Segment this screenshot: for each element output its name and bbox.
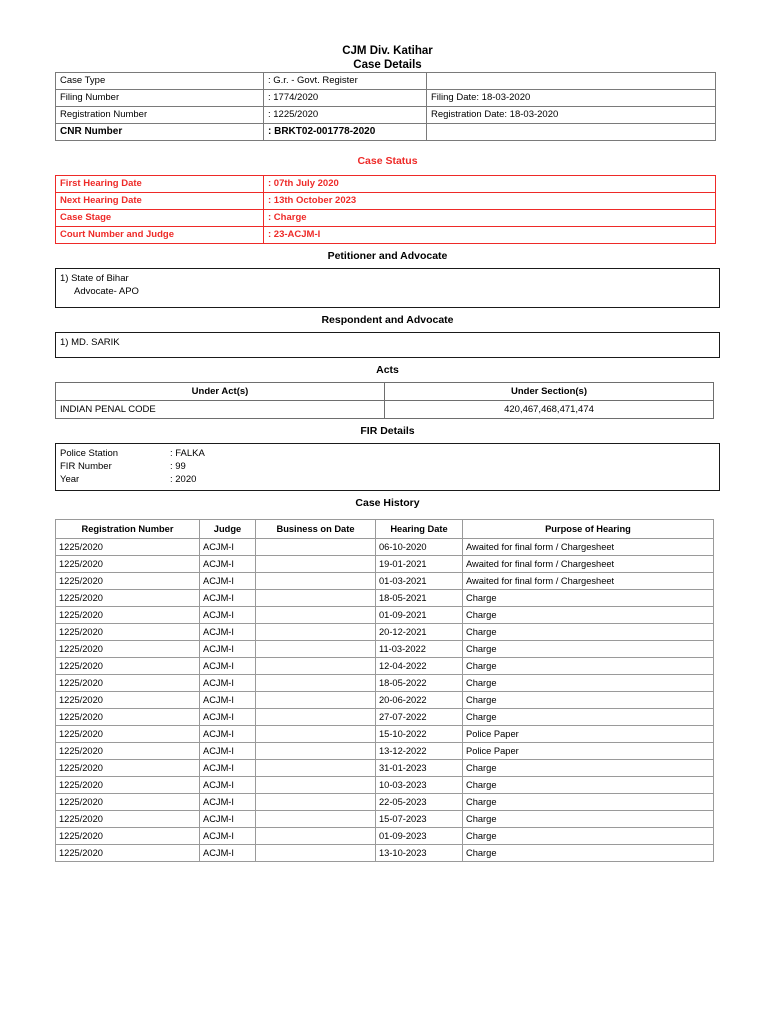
case-status-value: : 23-ACJM-I bbox=[264, 227, 716, 244]
history-hearing-date: 01-03-2021 bbox=[376, 573, 463, 590]
history-business-on-date bbox=[256, 675, 376, 692]
history-business-on-date bbox=[256, 726, 376, 743]
case-details-label: Registration Number bbox=[56, 107, 264, 124]
case-status-row bbox=[56, 227, 716, 244]
history-business-on-date bbox=[256, 624, 376, 641]
acts-table-head bbox=[56, 383, 714, 401]
table-row bbox=[56, 726, 714, 743]
history-registration-number: 1225/2020 bbox=[56, 692, 200, 709]
table-row bbox=[56, 760, 714, 777]
fir-value: : 2020 bbox=[170, 474, 197, 485]
table-row bbox=[56, 556, 714, 573]
history-registration-number: 1225/2020 bbox=[56, 641, 200, 658]
history-hearing-date: 20-06-2022 bbox=[376, 692, 463, 709]
history-hearing-date: 20-12-2021 bbox=[376, 624, 463, 641]
case-status-label: Case Stage bbox=[56, 210, 264, 227]
history-judge: ACJM-I bbox=[200, 607, 256, 624]
fir-title: FIR Details bbox=[360, 425, 415, 437]
history-registration-number: 1225/2020 bbox=[56, 845, 200, 862]
case-details-extra: Filing Date: 18-03-2020 bbox=[427, 90, 716, 107]
history-registration-number: 1225/2020 bbox=[56, 777, 200, 794]
case-details-label: Case Type bbox=[56, 73, 264, 90]
case-status-row bbox=[56, 176, 716, 193]
table-row bbox=[56, 845, 714, 862]
fir-label: Police Station bbox=[60, 448, 119, 459]
history-registration-number: 1225/2020 bbox=[56, 726, 200, 743]
history-judge: ACJM-I bbox=[200, 709, 256, 726]
table-row bbox=[56, 641, 714, 658]
petitioner-name: 1) State of Bihar bbox=[60, 273, 129, 284]
history-judge: ACJM-I bbox=[200, 692, 256, 709]
table-row bbox=[56, 539, 714, 556]
history-registration-number: 1225/2020 bbox=[56, 590, 200, 607]
history-purpose: Police Paper bbox=[463, 743, 714, 760]
respondent-title: Respondent and Advocate bbox=[321, 314, 454, 326]
table-row bbox=[56, 709, 714, 726]
respondent-box bbox=[55, 332, 720, 358]
history-judge: ACJM-I bbox=[200, 760, 256, 777]
history-hearing-date: 15-07-2023 bbox=[376, 811, 463, 828]
history-purpose: Charge bbox=[463, 607, 714, 624]
case-status-label: First Hearing Date bbox=[56, 176, 264, 193]
case-history-table bbox=[55, 519, 714, 862]
history-purpose: Awaited for final form / Chargesheet bbox=[463, 573, 714, 590]
history-judge: ACJM-I bbox=[200, 743, 256, 760]
table-row bbox=[56, 624, 714, 641]
history-hearing-date: 12-04-2022 bbox=[376, 658, 463, 675]
history-judge: ACJM-I bbox=[200, 811, 256, 828]
history-purpose: Charge bbox=[463, 675, 714, 692]
case-details-label: Filing Number bbox=[56, 90, 264, 107]
table-row bbox=[56, 692, 714, 709]
history-judge: ACJM-I bbox=[200, 624, 256, 641]
case-history-body bbox=[56, 539, 714, 862]
acts-header-row bbox=[56, 383, 714, 401]
table-row bbox=[56, 590, 714, 607]
history-purpose: Charge bbox=[463, 692, 714, 709]
history-judge: ACJM-I bbox=[200, 845, 256, 862]
history-judge: ACJM-I bbox=[200, 794, 256, 811]
history-judge: ACJM-I bbox=[200, 539, 256, 556]
acts-column-header: Under Act(s) bbox=[56, 383, 385, 401]
history-registration-number: 1225/2020 bbox=[56, 709, 200, 726]
history-hearing-date: 10-03-2023 bbox=[376, 777, 463, 794]
history-hearing-date: 31-01-2023 bbox=[376, 760, 463, 777]
history-hearing-date: 13-10-2023 bbox=[376, 845, 463, 862]
history-judge: ACJM-I bbox=[200, 675, 256, 692]
respondent-name: 1) MD. SARIK bbox=[60, 337, 120, 348]
history-judge: ACJM-I bbox=[200, 658, 256, 675]
history-business-on-date bbox=[256, 811, 376, 828]
history-business-on-date bbox=[256, 760, 376, 777]
fir-row bbox=[60, 447, 719, 460]
petitioner-title: Petitioner and Advocate bbox=[327, 250, 448, 262]
history-hearing-date: 06-10-2020 bbox=[376, 539, 463, 556]
history-business-on-date bbox=[256, 828, 376, 845]
case-status-value: : Charge bbox=[264, 210, 716, 227]
case-status-body bbox=[56, 176, 716, 244]
case-details-row bbox=[56, 107, 716, 124]
history-purpose: Charge bbox=[463, 828, 714, 845]
table-row bbox=[56, 658, 714, 675]
case-status-label: Next Hearing Date bbox=[56, 193, 264, 210]
table-row bbox=[56, 573, 714, 590]
case-details-extra bbox=[427, 73, 716, 90]
history-registration-number: 1225/2020 bbox=[56, 794, 200, 811]
acts-column-header: Under Section(s) bbox=[385, 383, 714, 401]
history-business-on-date bbox=[256, 692, 376, 709]
case-details-value: : 1774/2020 bbox=[264, 90, 427, 107]
history-purpose: Charge bbox=[463, 709, 714, 726]
case-history-header-row bbox=[56, 520, 714, 539]
court-title: CJM Div. Katihar bbox=[342, 45, 433, 57]
act-name: INDIAN PENAL CODE bbox=[56, 401, 385, 419]
history-hearing-date: 15-10-2022 bbox=[376, 726, 463, 743]
history-purpose: Charge bbox=[463, 658, 714, 675]
table-row bbox=[56, 828, 714, 845]
history-judge: ACJM-I bbox=[200, 641, 256, 658]
case-details-value: : G.r. - Govt. Register bbox=[264, 73, 427, 90]
case-status-value: : 13th October 2023 bbox=[264, 193, 716, 210]
history-registration-number: 1225/2020 bbox=[56, 828, 200, 845]
history-registration-number: 1225/2020 bbox=[56, 607, 200, 624]
document-body bbox=[55, 44, 720, 862]
history-purpose: Charge bbox=[463, 641, 714, 658]
history-judge: ACJM-I bbox=[200, 726, 256, 743]
case-details-extra: Registration Date: 18-03-2020 bbox=[427, 107, 716, 124]
case-status-table bbox=[55, 175, 716, 244]
acts-table bbox=[55, 382, 714, 419]
acts-table-body bbox=[56, 401, 714, 419]
case-history-column-header: Business on Date bbox=[256, 520, 376, 539]
petitioner-advocate: Advocate- APO bbox=[74, 286, 139, 297]
fir-value: : 99 bbox=[170, 461, 186, 472]
history-registration-number: 1225/2020 bbox=[56, 743, 200, 760]
table-row bbox=[56, 743, 714, 760]
case-history-column-header: Purpose of Hearing bbox=[463, 520, 714, 539]
history-purpose: Charge bbox=[463, 845, 714, 862]
history-judge: ACJM-I bbox=[200, 573, 256, 590]
case-history-column-header: Judge bbox=[200, 520, 256, 539]
case-details-row bbox=[56, 73, 716, 90]
history-hearing-date: 11-03-2022 bbox=[376, 641, 463, 658]
case-details-extra bbox=[427, 124, 716, 141]
case-details-body bbox=[56, 73, 716, 141]
history-registration-number: 1225/2020 bbox=[56, 624, 200, 641]
history-registration-number: 1225/2020 bbox=[56, 658, 200, 675]
table-row bbox=[56, 607, 714, 624]
case-status-value: : 07th July 2020 bbox=[264, 176, 716, 193]
history-business-on-date bbox=[256, 777, 376, 794]
history-registration-number: 1225/2020 bbox=[56, 675, 200, 692]
case-history-column-header: Registration Number bbox=[56, 520, 200, 539]
case-history-head bbox=[56, 520, 714, 539]
history-business-on-date bbox=[256, 556, 376, 573]
history-purpose: Charge bbox=[463, 590, 714, 607]
history-hearing-date: 18-05-2021 bbox=[376, 590, 463, 607]
history-hearing-date: 13-12-2022 bbox=[376, 743, 463, 760]
history-business-on-date bbox=[256, 658, 376, 675]
case-details-label: CNR Number bbox=[56, 124, 264, 141]
history-hearing-date: 01-09-2023 bbox=[376, 828, 463, 845]
history-purpose: Charge bbox=[463, 760, 714, 777]
fir-box bbox=[55, 443, 720, 491]
acts-title: Acts bbox=[376, 364, 399, 376]
history-judge: ACJM-I bbox=[200, 556, 256, 573]
history-purpose: Police Paper bbox=[463, 726, 714, 743]
case-details-row bbox=[56, 124, 716, 141]
history-business-on-date bbox=[256, 539, 376, 556]
table-row bbox=[56, 811, 714, 828]
history-purpose: Awaited for final form / Chargesheet bbox=[463, 539, 714, 556]
history-business-on-date bbox=[256, 590, 376, 607]
fir-row bbox=[60, 460, 719, 473]
table-row bbox=[56, 675, 714, 692]
case-status-title: Case Status bbox=[357, 155, 418, 167]
case-details-table bbox=[55, 72, 716, 141]
history-purpose: Charge bbox=[463, 777, 714, 794]
history-judge: ACJM-I bbox=[200, 828, 256, 845]
history-hearing-date: 22-05-2023 bbox=[376, 794, 463, 811]
history-judge: ACJM-I bbox=[200, 590, 256, 607]
history-registration-number: 1225/2020 bbox=[56, 556, 200, 573]
history-purpose: Charge bbox=[463, 794, 714, 811]
history-registration-number: 1225/2020 bbox=[56, 811, 200, 828]
history-registration-number: 1225/2020 bbox=[56, 760, 200, 777]
history-hearing-date: 18-05-2022 bbox=[376, 675, 463, 692]
history-purpose: Charge bbox=[463, 624, 714, 641]
history-business-on-date bbox=[256, 743, 376, 760]
history-business-on-date bbox=[256, 709, 376, 726]
act-sections: 420,467,468,471,474 bbox=[385, 401, 714, 419]
case-history-title: Case History bbox=[355, 497, 420, 509]
case-status-label: Court Number and Judge bbox=[56, 227, 264, 244]
case-details-title: Case Details bbox=[353, 59, 422, 71]
case-history-column-header: Hearing Date bbox=[376, 520, 463, 539]
case-status-row bbox=[56, 210, 716, 227]
table-row bbox=[56, 794, 714, 811]
history-business-on-date bbox=[256, 607, 376, 624]
history-hearing-date: 27-07-2022 bbox=[376, 709, 463, 726]
case-details-row bbox=[56, 90, 716, 107]
history-registration-number: 1225/2020 bbox=[56, 573, 200, 590]
history-hearing-date: 01-09-2021 bbox=[376, 607, 463, 624]
acts-row bbox=[56, 401, 714, 419]
fir-label: Year bbox=[60, 474, 80, 485]
history-registration-number: 1225/2020 bbox=[56, 539, 200, 556]
fir-label: FIR Number bbox=[60, 461, 112, 472]
case-status-row bbox=[56, 193, 716, 210]
case-details-value: : BRKT02-001778-2020 bbox=[264, 124, 427, 141]
petitioner-box bbox=[55, 268, 720, 308]
history-business-on-date bbox=[256, 845, 376, 862]
fir-row bbox=[60, 473, 719, 486]
history-hearing-date: 19-01-2021 bbox=[376, 556, 463, 573]
history-business-on-date bbox=[256, 794, 376, 811]
table-row bbox=[56, 777, 714, 794]
history-judge: ACJM-I bbox=[200, 777, 256, 794]
fir-value: : FALKA bbox=[170, 448, 205, 459]
case-details-value: : 1225/2020 bbox=[264, 107, 427, 124]
history-purpose: Awaited for final form / Chargesheet bbox=[463, 556, 714, 573]
history-business-on-date bbox=[256, 641, 376, 658]
history-purpose: Charge bbox=[463, 811, 714, 828]
history-business-on-date bbox=[256, 573, 376, 590]
